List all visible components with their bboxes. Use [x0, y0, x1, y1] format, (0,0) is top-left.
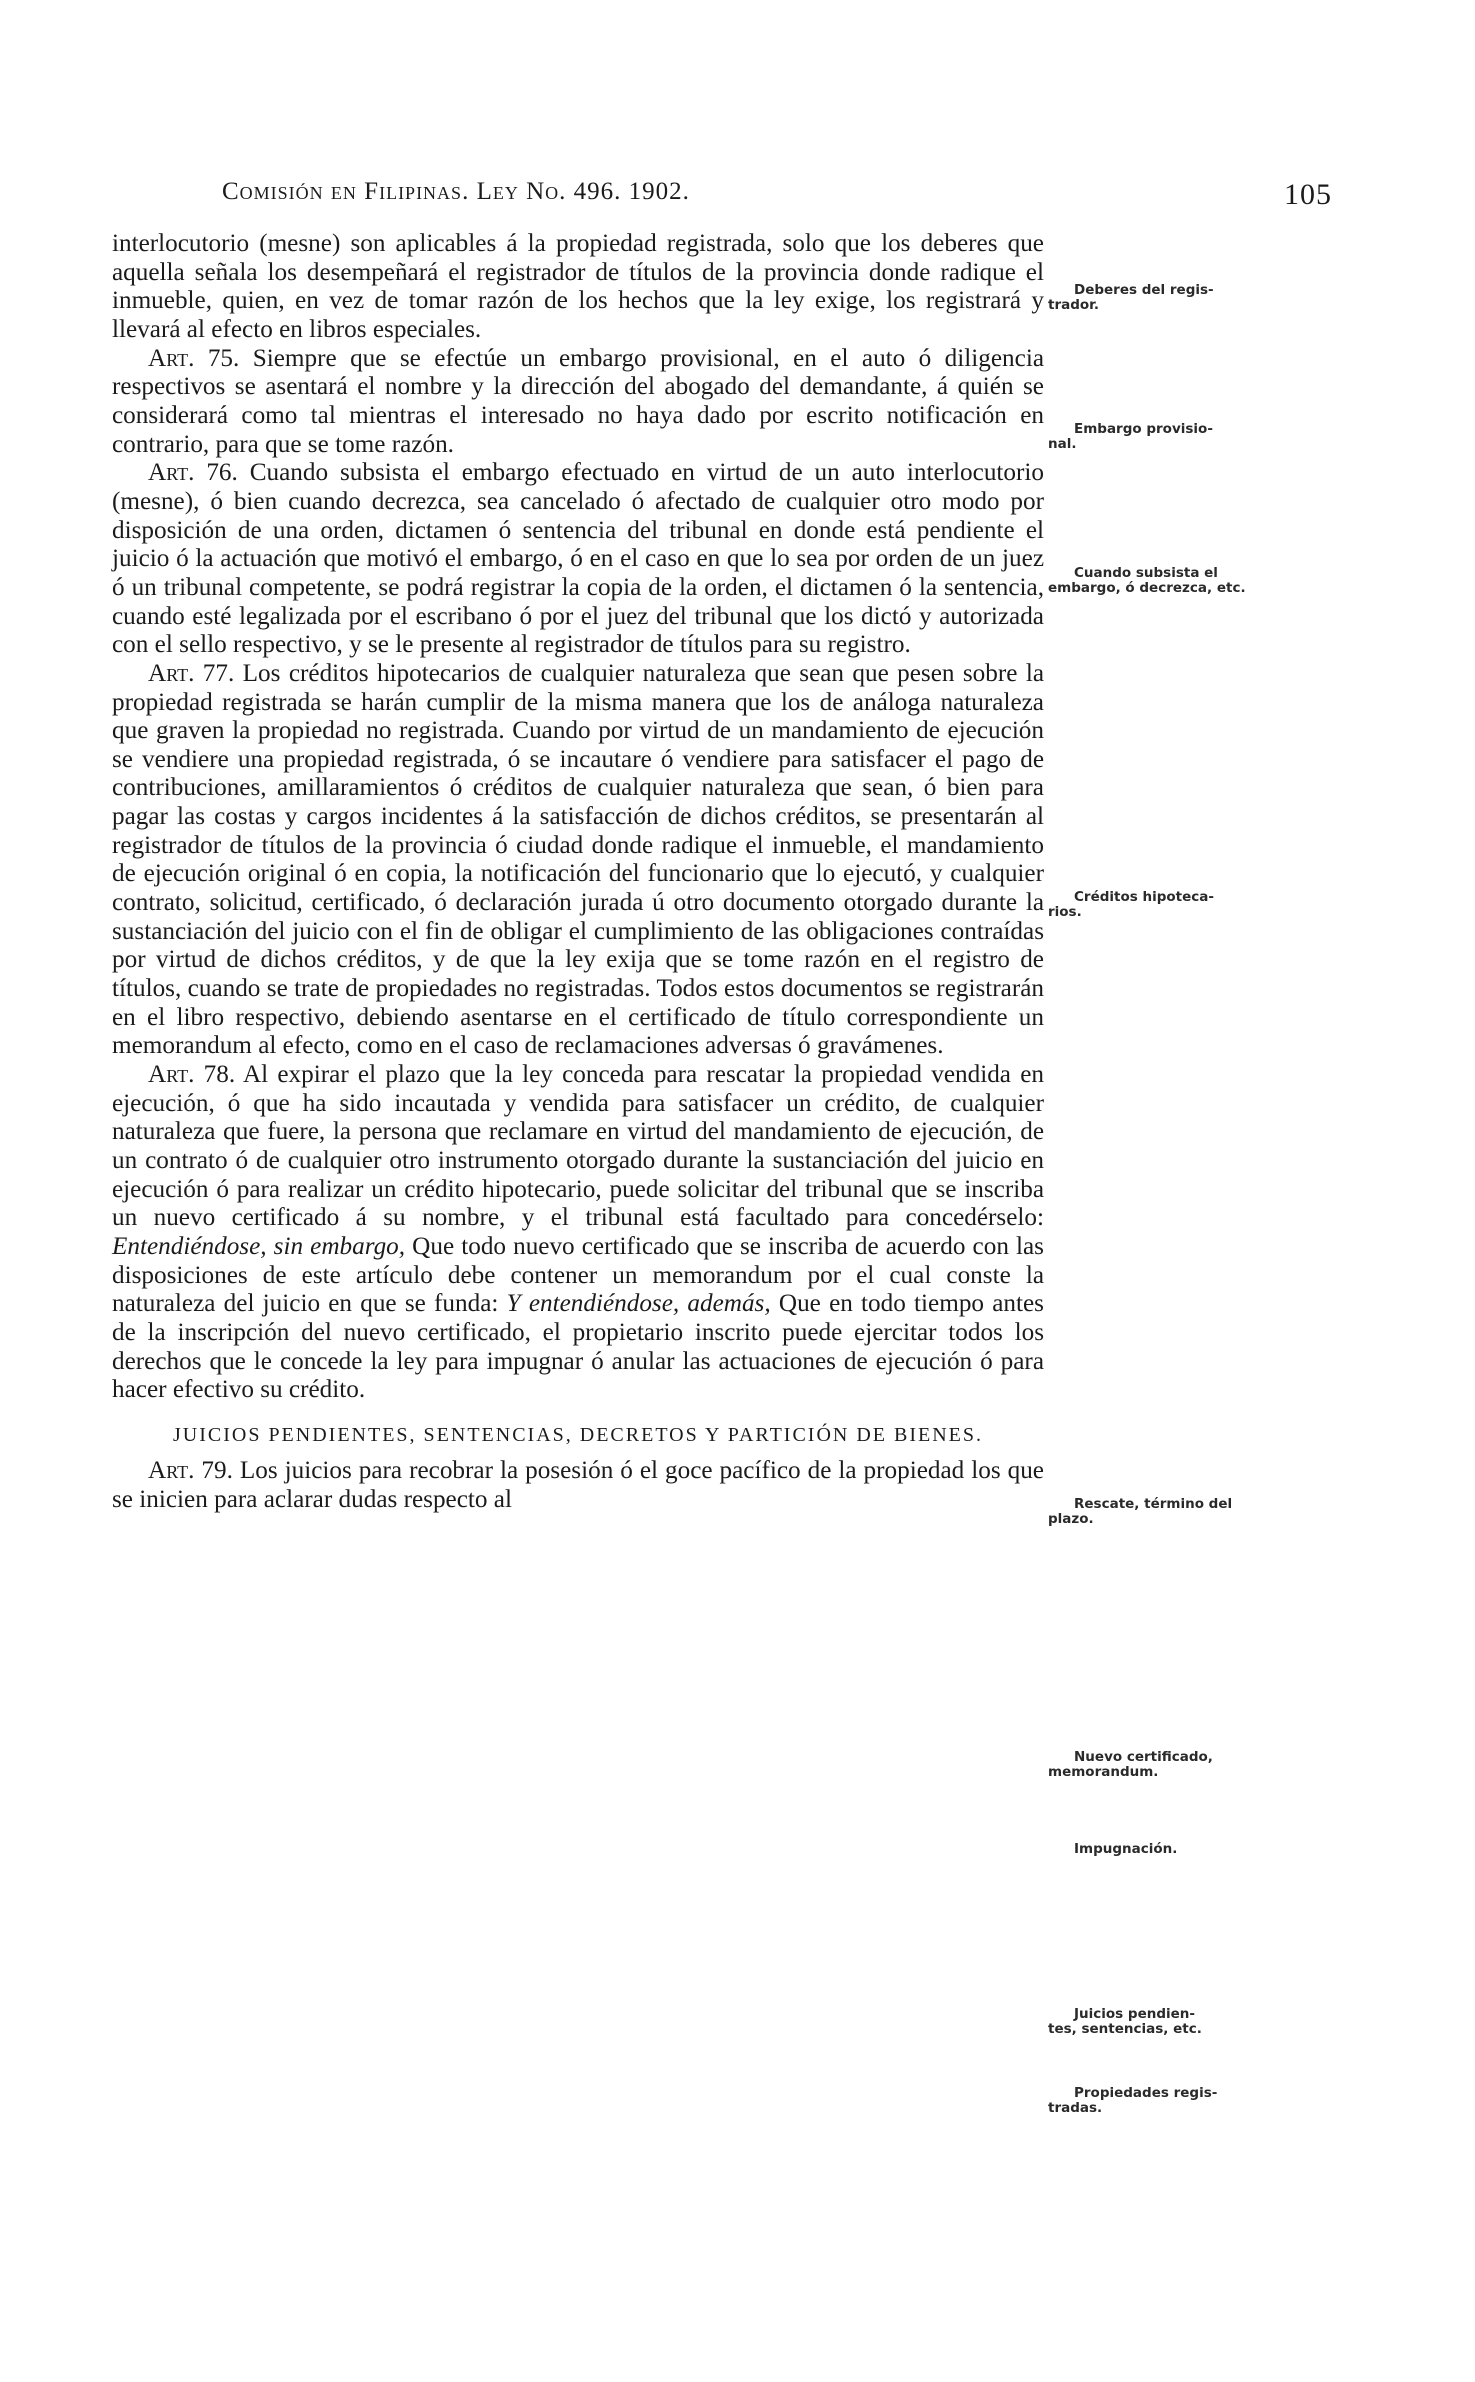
margin-note-embargo: Embargo provisio- nal.	[1048, 421, 1213, 452]
article-label: Art. 75.	[148, 344, 240, 372]
article-79	[112, 1457, 1044, 1514]
article-label: Art. 79.	[148, 1456, 233, 1484]
running-title: Comisión en Filipinas. Ley No. 496. 1902.	[222, 178, 690, 205]
article-77	[112, 660, 1044, 1061]
article-label: Art. 77.	[148, 659, 235, 687]
body-text	[112, 230, 1044, 1514]
margin-note-deberes: Deberes del regis- trador.	[1048, 282, 1214, 313]
article-text: Cuando subsista el embargo efectuado en virtud de un auto interlocutorio (mesne), ó bien cuando decrezca, sea cancelado ó afectado de cualquier otro modo por disposición de una orden, dictamen ó sentencia del tribunal en donde está pendiente el juicio ó la actuación que motivó el embargo, ó en el caso en que lo sea por orden de un juez ó un tribunal competente, se podrá registrar la copia de la orden, el dictamen ó la sentencia, cuando esté legalizada por el escribano ó por el juez del tribunal que los dictó y autorizada con el sello respectivo, y se le presente al registrador de títulos para su registro.	[112, 459, 1044, 659]
margin-note-propiedades: Propiedades regis- tradas.	[1048, 2085, 1218, 2116]
proviso-italic: Entendiéndose, sin embargo,	[112, 1232, 406, 1260]
article-label: Art. 76.	[148, 459, 238, 487]
article-text: Los créditos hipotecarios de cualquier naturaleza que sean que pesen sobre la propiedad registrada se harán cumplir de la misma manera que los de análoga naturaleza que graven la propiedad no registrada. Cuando por virtud de un mandamiento de ejecución se vendiere una propiedad registrada, ó se incautare ó vendiere para satisfacer el pago de contribuciones, amillaramientos ó créditos de cualquier naturaleza que sean, ó bien para pagar las costas y cargos incidentes á la satisfacción de dichos créditos, se presentarán al registrador de títulos de la provincia ó ciudad donde radique el inmueble, el mandamiento de ejecución original ó en copia, la notificación del funcionario que lo ejecutó, y cualquier contrato, solicitud, certificado, ó declaración jurada ú otro documento otorgado durante la sustanciación del juicio con el fin de obligar el cumplimiento de las obligaciones contraídas por virtud de dichos créditos, y de que la ley exija que se tome razón en el registro de títulos, cuando se trate de propiedades no registradas. Todos estos documentos se registrarán en el libro respectivo, debiendo asentarse en el certificado de título correspondiente un memorandum al efecto, como en el caso de reclamaciones adversas ó gravámenes.	[112, 659, 1045, 1060]
margin-note-cuando-subsista: Cuando subsista el embargo, ó decrezca, etc.	[1048, 565, 1246, 596]
article-text: Que en todo tiempo antes de la inscripción del nuevo certificado, el propietario inscrito puede ejercitar todos los derechos que le concede la ley para impugnar ó anular las actuaciones de ejecución ó para hacer efectivo su crédito.	[112, 1290, 1044, 1404]
margin-note-impugnacion: Impugnación.	[1074, 1841, 1178, 1857]
article-text: Que todo nuevo certificado que se inscriba de acuerdo con las disposiciones de este artículo debe contener un memorandum por el cual conste la naturaleza del juicio en que se funda:	[112, 1232, 1044, 1318]
article-75	[112, 345, 1044, 460]
margin-note-juicios: Juicios pendien- tes, sentencias, etc.	[1048, 2006, 1202, 2037]
margin-note-creditos: Créditos hipoteca- rios.	[1048, 889, 1214, 920]
margin-note-nuevo-certificado: Nuevo certificado, memorandum.	[1048, 1749, 1213, 1780]
article-label: Art. 78.	[148, 1061, 236, 1089]
margin-notes	[1048, 0, 1293, 2382]
margin-note-rescate: Rescate, término del plazo.	[1048, 1496, 1233, 1527]
article-78	[112, 1061, 1044, 1405]
proviso-italic: Y entendiéndose, además,	[506, 1290, 771, 1318]
section-heading: JUICIOS PENDIENTES, SENTENCIAS, DECRETOS Y PARTICIÓN DE BIENES.	[172, 1423, 983, 1446]
page-number: 105	[1284, 178, 1332, 211]
paragraph-continuation: interlocutorio (mesne) son aplicables á la propiedad registrada, solo que los deberes que aquella señala los desempeñará el registrador de títulos de la provincia donde radique el inmueble, quien, en vez de tomar razón de los hechos que la ley exige, los registrará y llevará al efecto en libros especiales.	[112, 230, 1044, 343]
article-76	[112, 459, 1044, 660]
article-text: Al expirar el plazo que la ley conceda para rescatar la propiedad vendida en ejecución, ó que ha sido incautada y vendida para satisfacer un crédito, de cualquier naturaleza que fuere, la persona que reclamare en virtud del mandamiento de ejecución, de un contrato ó de cualquier otro instrumento otorgado durante la sustanciación del juicio en ejecución ó para realizar un crédito hipotecario, puede solicitar del tribunal que se inscriba un nuevo certificado á su nombre, y el tribunal está facultado para concedérselo:	[112, 1061, 1044, 1232]
article-text: Siempre que se efectúe un embargo provisional, en el auto ó diligencia respectivos se asentará el nombre y la dirección del abogado del demandante, á quién se considerará como tal mientras el interesado no haya dado por escrito notificación en contrario, para que se tome razón.	[112, 344, 1044, 458]
article-text: Los juicios para recobrar la posesión ó el goce pacífico de la propiedad los que se inicien para aclarar dudas respecto al	[112, 1456, 1044, 1513]
